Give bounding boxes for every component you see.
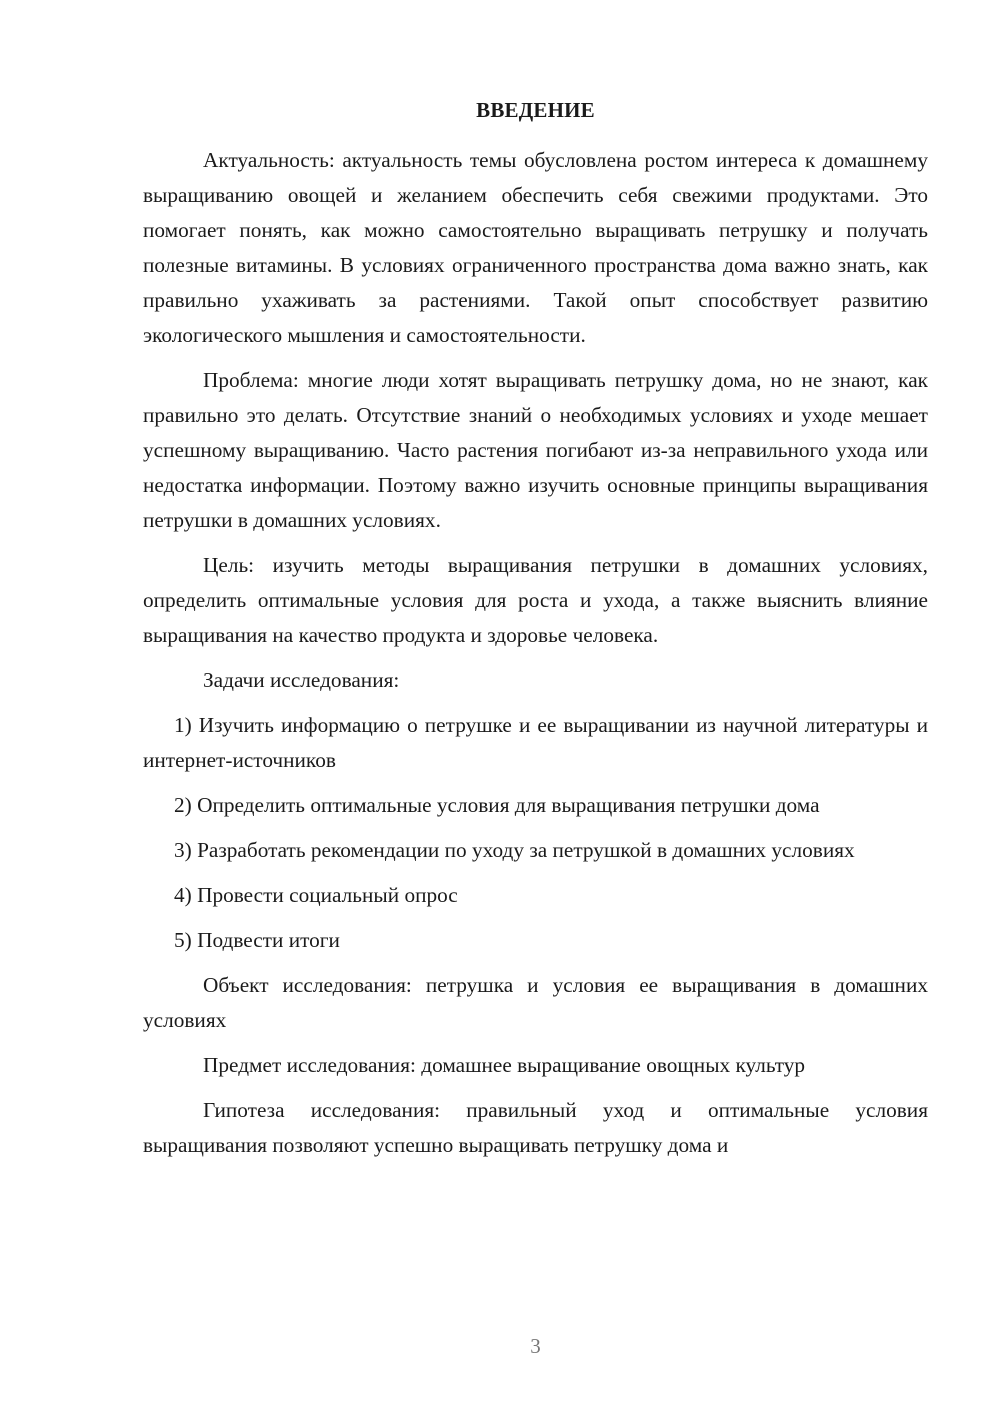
object-paragraph: Объект исследования: петрушка и условия ее выращивания в домашних условиях bbox=[143, 973, 928, 1032]
goal-paragraph: Цель: изучить методы выращивания петрушки в домашних условиях, определить оптимальные условия для роста и ухода, а также выяснить влияние выращивания на качество продукта и здоровье человека. bbox=[143, 553, 928, 647]
task-item-4: 4) Провести социальный опрос bbox=[174, 883, 458, 907]
hypothesis-paragraph: Гипотеза исследования: правильный уход и оптимальные условия выращивания позволяют успешно выращивать петрушку дома и bbox=[143, 1098, 928, 1157]
task-item-2: 2) Определить оптимальные условия для выращивания петрушки дома bbox=[174, 793, 820, 817]
tasks-heading: Задачи исследования: bbox=[203, 668, 400, 692]
page-number: 3 bbox=[530, 1334, 541, 1358]
task-item-3: 3) Разработать рекомендации по уходу за петрушкой в домашних условиях bbox=[174, 838, 855, 862]
task-item-5: 5) Подвести итоги bbox=[174, 928, 340, 952]
subject-paragraph: Предмет исследования: домашнее выращивание овощных культур bbox=[203, 1053, 806, 1077]
problem-paragraph: Проблема: многие люди хотят выращивать петрушку дома, но не знают, как правильно это делать. Отсутствие знаний о необходимых условиях и уходе мешает успешному выращиванию. Часто растения погибают из-за неправильного ухода или недостатка информации. Поэтому важно изучить основные принципы выращивания петрушки в домашних условиях. bbox=[143, 368, 928, 532]
task-item-1: 1) Изучить информацию о петрушке и ее выращивании из научной литературы и интернет-источников bbox=[143, 713, 928, 772]
page-title: ВВЕДЕНИЕ bbox=[476, 98, 595, 122]
actuality-paragraph: Актуальность: актуальность темы обусловлена ростом интереса к домашнему выращиванию овощей и желанием обеспечить себя свежими продуктами. Это помогает понять, как можно самостоятельно выращивать петрушку и получать полезные витамины. В условиях ограниченного пространства дома важно знать, как правильно ухаживать за растениями. Такой опыт способствует развитию экологического мышления и самостоятельности. bbox=[143, 148, 928, 347]
document-page bbox=[143, 0, 928, 1414]
document-body bbox=[143, 143, 928, 1173]
